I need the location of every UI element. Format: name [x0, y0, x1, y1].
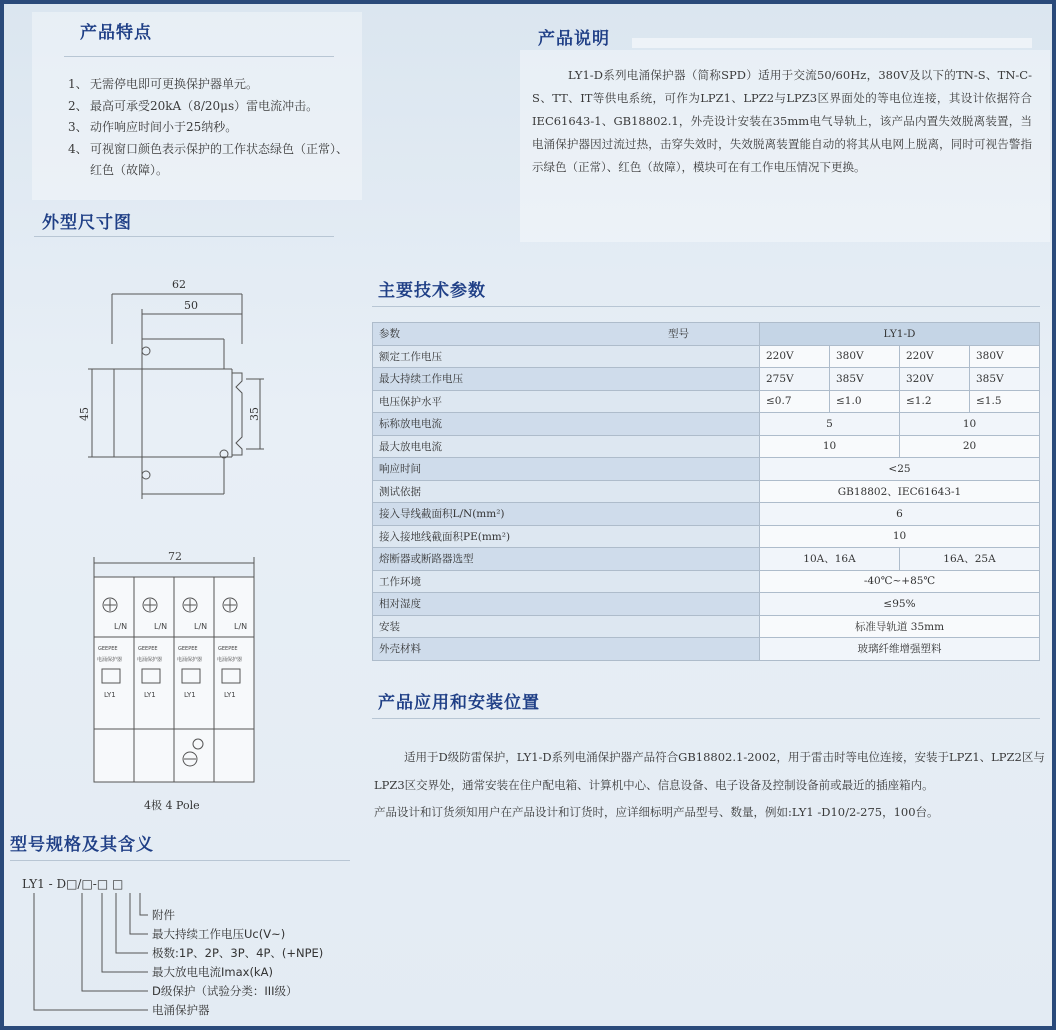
table-row: 电压保护水平 ≤0.7 ≤1.0 ≤1.2 ≤1.5 — [373, 390, 1040, 413]
application-rule — [372, 718, 1040, 719]
module-sub: 电涌保护器 — [217, 657, 243, 663]
model-diagram — [12, 877, 372, 1027]
description-text: LY1-D系列电涌保护器（简称SPD）适用于交流50/60Hz，380V及以下的TN-S、TN-C-S、TT、IT等供电系统，可作为LPZ1、LPZ2与LPZ3区界面处的等电位连接，其设计依据符合IEC61643-1、GB18802.1，外壳设计安装在35mm电气导轨上，该产品内置失效脱离装置，当电涌保护器因过流过热，击穿失效时，失效脱离装置能自动的将其从电网上脱离，同时可视告警指示绿色（正常）、红色（故障），模块可在有工作电压情况下更换。 — [532, 68, 1032, 174]
application-paragraph: 产品设计和订货须知用户在产品设计和订货时，应详细标明产品型号、数量，例如:LY1 -D10/2-275，100台。 — [374, 805, 939, 819]
module-ln-label: L/N — [234, 622, 248, 631]
feature-item: 2、 最高可承受20kA（8/20μs）雷电流冲击。 — [68, 98, 319, 113]
dimensions-title: 外型尺寸图 — [42, 213, 132, 233]
application-paragraph: 适用于D级防雷保护，LY1-D系列电涌保护器产品符合GB18802.1-2002，用于雷击时等电位连接，安装于LPZ1、LPZ2区与LPZ3区交界处，通常安装在住户配电箱、计算机中心、信息设备、电子设备及控制设备前或最近的插座箱内。 — [374, 750, 1045, 792]
module-ln-label: L/N — [114, 622, 128, 631]
feature-item: 3、 动作响应时间小于25纳秒。 — [68, 120, 238, 134]
table-row: 测试依据 GB18802、IEC61643-1 — [373, 480, 1040, 503]
dimensions-rule — [34, 236, 334, 237]
features-rule — [64, 56, 334, 57]
dim-50-label: 50 — [184, 299, 198, 312]
module-model: LY1 — [104, 691, 116, 699]
front-view-drawing — [84, 549, 264, 814]
model-rule — [10, 860, 350, 861]
table-row: 标称放电电流 5 10 — [373, 413, 1040, 436]
dim-62-label: 62 — [172, 278, 186, 291]
model-line: 极数:1P、2P、3P、4P、(+NPE) — [152, 946, 324, 960]
module-model: LY1 — [184, 691, 196, 699]
table-header-row — [373, 323, 1040, 346]
pole-caption: 4极 4 Pole — [144, 799, 200, 812]
description-title: 产品说明 — [538, 29, 610, 49]
side-view-drawing — [74, 269, 294, 519]
application-title: 产品应用和安装位置 — [378, 693, 540, 713]
dim-72-label: 72 — [168, 550, 182, 563]
module-model: LY1 — [224, 691, 236, 699]
module-brand: GEEPEE — [218, 646, 238, 652]
header-model-cell: LY1-D — [760, 323, 1040, 346]
module-sub: 电涌保护器 — [137, 657, 163, 663]
application-text — [374, 744, 1054, 827]
table-row: 响应时间 <25 — [373, 458, 1040, 481]
model-title: 型号规格及其含义 — [10, 835, 154, 855]
module-model: LY1 — [144, 691, 156, 699]
feature-item: 4、 可视窗口颜色表示保护的工作状态绿色（正常）、红色（故障）。 — [68, 141, 349, 177]
features-list — [68, 74, 358, 182]
table-row: 工作环境 -40℃~+85℃ — [373, 570, 1040, 593]
table-row: 外壳材料 玻璃纤维增强塑料 — [373, 638, 1040, 661]
table-row: 安装 标准导轨道 35mm — [373, 615, 1040, 638]
table-row: 接入接地线截面积PE(mm²) 10 — [373, 525, 1040, 548]
model-line: 电涌保护器 — [152, 1003, 210, 1017]
table-row: 接入导线截面积L/N(mm²) 6 — [373, 503, 1040, 526]
dim-35-label: 35 — [248, 407, 261, 421]
model-line: 附件 — [152, 908, 175, 922]
header-param-cell: 参数 型号 — [373, 323, 760, 346]
module-sub: 电涌保护器 — [177, 657, 203, 663]
table-row: 熔断器或断路器选型 10A、16A 16A、25A — [373, 548, 1040, 571]
model-code: LY1 - D□/□-□ □ — [22, 877, 124, 891]
module-ln-label: L/N — [154, 622, 168, 631]
spec-title: 主要技术参数 — [378, 281, 486, 301]
spec-table — [372, 322, 1040, 661]
module-brand: GEEPEE — [178, 646, 198, 652]
module-brand: GEEPEE — [98, 646, 118, 652]
feature-item: 1、 无需停电即可更换保护器单元。 — [68, 77, 259, 91]
spec-rule — [372, 306, 1040, 307]
model-line: 最大持续工作电压Uc(V~) — [152, 927, 286, 941]
features-title: 产品特点 — [80, 23, 152, 43]
table-row: 最大放电电流 10 20 — [373, 435, 1040, 458]
table-row: 额定工作电压 220V 380V 220V 380V — [373, 345, 1040, 368]
dim-45-label: 45 — [78, 407, 91, 421]
module-sub: 电涌保护器 — [97, 657, 123, 663]
model-line: D级保护（试验分类：III级） — [152, 984, 298, 998]
module-ln-label: L/N — [194, 622, 208, 631]
table-row: 最大持续工作电压 275V 385V 320V 385V — [373, 368, 1040, 391]
module-brand: GEEPEE — [138, 646, 158, 652]
table-row: 相对湿度 ≤95% — [373, 593, 1040, 616]
model-leader-lines — [12, 877, 162, 1027]
description-title-bar — [632, 38, 1032, 48]
model-line: 最大放电电流Imax(kA) — [152, 965, 273, 979]
